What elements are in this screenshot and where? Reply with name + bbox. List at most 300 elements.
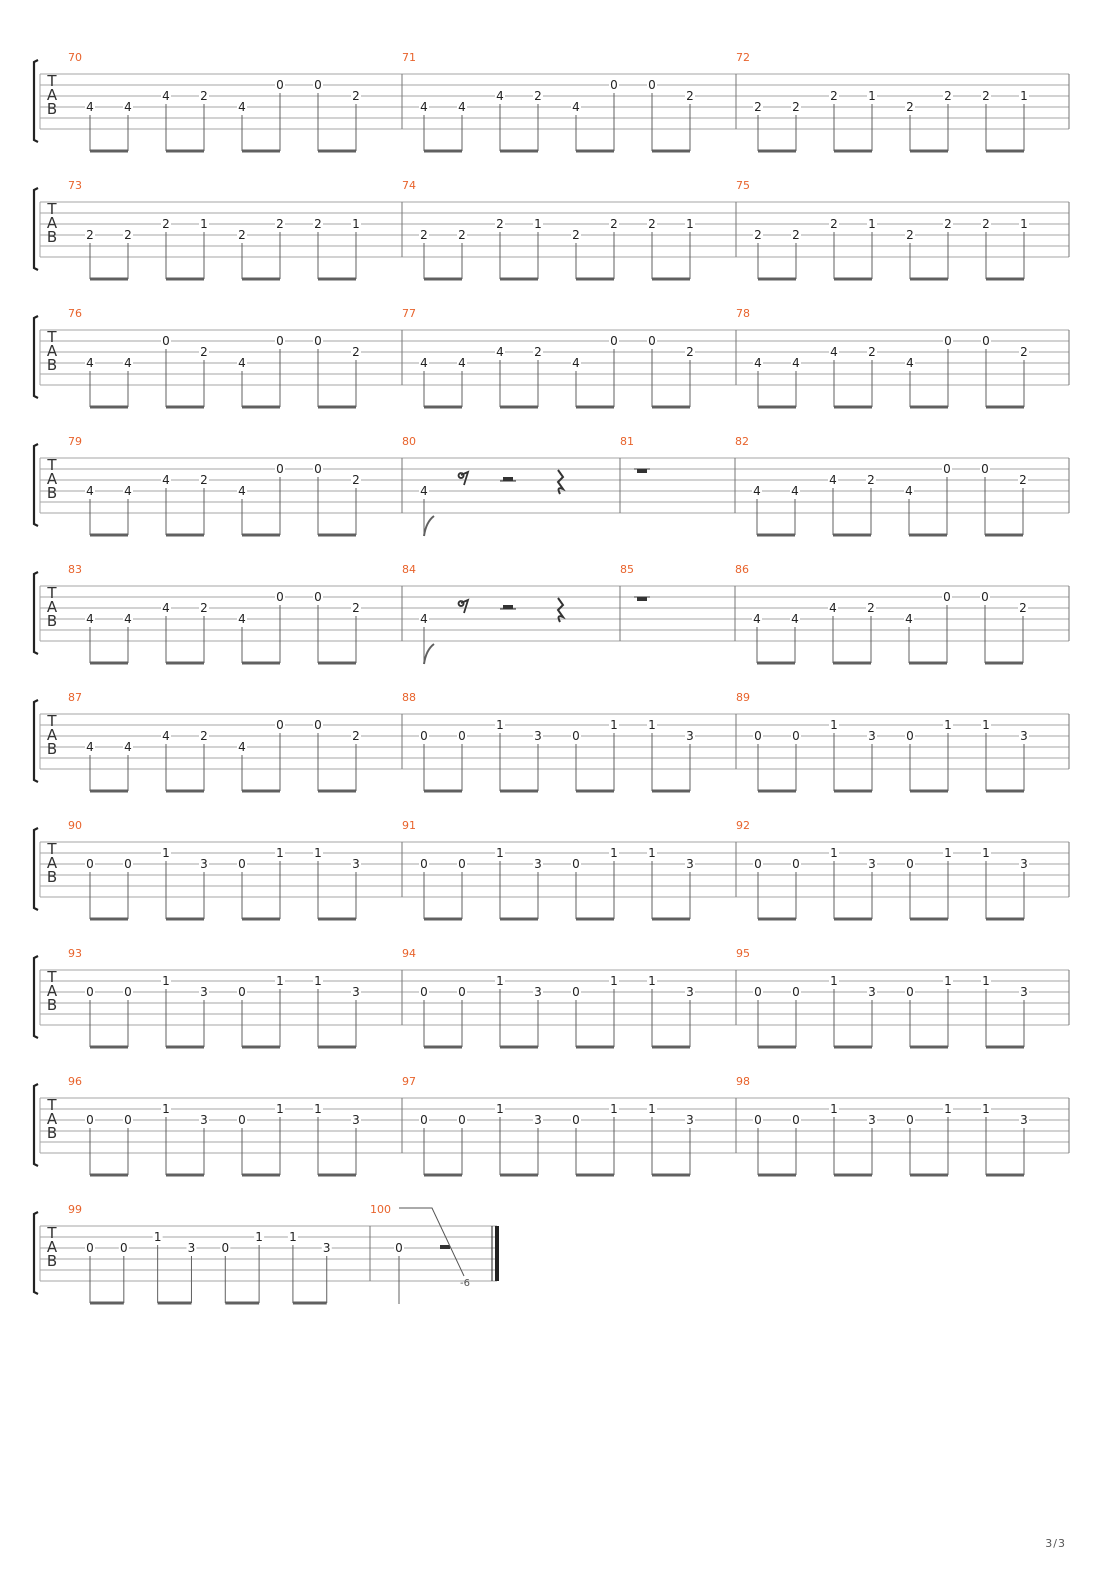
fret-number: 0 [395,1241,403,1255]
fret-number: 1 [610,1102,618,1116]
fret-number: 2 [906,100,914,114]
fret-number: 0 [238,1113,246,1127]
tab-clef-letter: A [46,598,58,616]
fret-number: 0 [86,1113,94,1127]
fret-number: 2 [1020,345,1028,359]
measure-number: 78 [736,307,750,320]
fret-number: 1 [610,846,618,860]
measure [736,51,1069,151]
eighth-flag-icon [424,644,434,664]
fret-number: 2 [868,345,876,359]
fret-number: 0 [572,985,580,999]
fret-number: 4 [753,484,761,498]
measure-number: 72 [736,51,750,64]
fret-number: 2 [610,217,618,231]
tab-clef-letter: T [47,968,57,986]
fret-number: 4 [162,601,170,615]
measure [736,307,1069,407]
fret-number: 1 [830,1102,838,1116]
fret-number: 0 [648,334,656,348]
bend-arrow-icon [399,1208,464,1276]
fret-number: 0 [86,985,94,999]
measure [402,307,736,407]
fret-number: 4 [162,473,170,487]
whole-rest-icon [637,597,647,601]
fret-number: 0 [906,857,914,871]
measure [402,819,736,919]
measure [402,563,620,664]
fret-number: 4 [124,100,132,114]
fret-number: 4 [791,484,799,498]
fret-number: 4 [238,612,246,626]
measure [402,435,620,536]
fret-number: 3 [200,857,208,871]
fret-number: 0 [86,1241,94,1255]
fret-number: 0 [162,334,170,348]
fret-number: 2 [982,217,990,231]
fret-number: 1 [944,718,952,732]
fret-number: 1 [868,89,876,103]
fret-number: 0 [124,1113,132,1127]
measure [402,691,736,791]
system-bracket [34,444,38,526]
fret-number: 4 [124,484,132,498]
fret-number: 1 [982,1102,990,1116]
fret-number: 1 [982,974,990,988]
measure-number: 85 [620,563,634,576]
fret-number: 1 [496,846,504,860]
fret-number: 2 [830,217,838,231]
fret-number: 4 [86,612,94,626]
measure [68,563,402,663]
fret-number: 2 [648,217,656,231]
measure-number: 73 [68,179,82,192]
fret-number: 4 [420,612,428,626]
fret-number: 0 [458,985,466,999]
fret-number: 3 [868,1113,876,1127]
fret-number: 4 [905,484,913,498]
fret-number: 0 [420,1113,428,1127]
measure-number: 75 [736,179,750,192]
fret-number: 1 [314,1102,322,1116]
tab-clef-letter: T [47,328,57,346]
fret-number: 0 [610,334,618,348]
measure [68,947,402,1047]
half-rest-icon [440,1245,450,1249]
fret-number: 1 [648,718,656,732]
fret-number: 0 [314,590,322,604]
half-rest-icon [503,605,513,609]
fret-number: 0 [314,78,322,92]
fret-number: 0 [124,985,132,999]
measure-number: 98 [736,1075,750,1088]
fret-number: 1 [276,846,284,860]
measure-number: 87 [68,691,82,704]
measure [620,435,735,513]
fret-number: 4 [753,612,761,626]
tab-clef-letter: B [46,996,58,1014]
fret-number: 3 [868,729,876,743]
tab-clef-letter: A [46,982,58,1000]
system-bracket [34,828,38,910]
tab-system [34,179,1069,279]
fret-number: 2 [352,345,360,359]
measure [736,691,1069,791]
system-bracket [34,700,38,782]
measure [68,435,402,535]
fret-number: 4 [238,356,246,370]
fret-number: 1 [276,974,284,988]
fret-number: 4 [829,473,837,487]
fret-number: 3 [534,857,542,871]
fret-number: 4 [792,356,800,370]
fret-number: 4 [496,89,504,103]
fret-number: 0 [221,1241,230,1255]
tab-clef-letter: B [46,868,58,886]
measure-number: 99 [68,1203,82,1216]
tab-clef-letter: A [46,342,58,360]
fret-number: 2 [534,345,542,359]
measure-number: 90 [68,819,82,832]
fret-number: 1 [610,718,618,732]
fret-number: 0 [420,857,428,871]
fret-number: 1 [289,1230,297,1244]
fret-number: 4 [124,356,132,370]
tab-system [34,307,1069,407]
measure [736,947,1069,1047]
fret-number: 0 [86,857,94,871]
fret-number: 4 [238,100,246,114]
fret-number: 2 [867,473,875,487]
fret-number: 0 [119,1241,128,1255]
fret-number: 0 [944,334,952,348]
fret-number: 2 [572,228,580,242]
tab-clef-letter: A [46,86,58,104]
fret-number: 1 [648,974,656,988]
fret-number: 4 [238,740,246,754]
fret-number: 1 [982,846,990,860]
fret-number: 0 [943,462,951,476]
fret-number: 3 [686,857,694,871]
fret-number: 3 [1020,857,1028,871]
fret-number: 2 [200,473,208,487]
fret-number: 0 [572,857,580,871]
tab-system [34,691,1069,791]
measure-number: 91 [402,819,416,832]
measure [68,51,402,151]
fret-number: 2 [867,601,875,615]
fret-number: 1 [830,974,838,988]
fret-number: 1 [944,1102,952,1116]
tab-clef-letter: B [46,612,58,630]
measure-number: 92 [736,819,750,832]
measure-number: 94 [402,947,416,960]
fret-number: 4 [420,356,428,370]
fret-number: 2 [124,228,132,242]
fret-number: 0 [982,334,990,348]
system-bracket [34,188,38,270]
fret-number: 2 [276,217,284,231]
tab-clef-letter: B [46,228,58,246]
fret-number: 2 [352,601,360,615]
system-bracket [34,956,38,1038]
fret-number: 0 [572,729,580,743]
system-bracket [34,1212,38,1294]
fret-number: 2 [686,89,694,103]
measure-number: 71 [402,51,416,64]
fret-number: 4 [572,356,580,370]
measure [736,819,1069,919]
fret-number: 0 [458,1113,466,1127]
fret-number: 3 [352,1113,360,1127]
fret-number: 1 [162,846,170,860]
measure-number: 88 [402,691,416,704]
tab-system [34,1203,497,1304]
fret-number: 1 [982,718,990,732]
fret-number: 4 [496,345,504,359]
fret-number: 0 [124,857,132,871]
fret-number: 4 [238,484,246,498]
fret-number: 4 [86,740,94,754]
fret-number: 4 [791,612,799,626]
measure-number: 96 [68,1075,82,1088]
tab-clef-letter: B [46,100,58,118]
fret-number: 2 [754,100,762,114]
measure [68,1075,402,1175]
measure-number: 79 [68,435,82,448]
measure [402,51,736,151]
fret-number: 0 [792,857,800,871]
system-bracket [34,316,38,398]
fret-number: 3 [534,729,542,743]
tab-clef-letter: T [47,712,57,730]
fret-number: 2 [200,345,208,359]
fret-number: 1 [352,217,360,231]
fret-number: 4 [906,356,914,370]
fret-number: 0 [238,857,246,871]
fret-number: 2 [944,89,952,103]
fret-number: 3 [686,985,694,999]
quarter-rest-icon [558,598,563,622]
fret-number: 0 [314,334,322,348]
quarter-rest-icon [558,470,563,494]
fret-number: 1 [830,718,838,732]
fret-number: 0 [314,718,322,732]
fret-number: 0 [648,78,656,92]
fret-number: 0 [754,729,762,743]
fret-number: 2 [200,89,208,103]
fret-number: 4 [86,484,94,498]
fret-number: 3 [534,985,542,999]
fret-number: 1 [276,1102,284,1116]
measure-number: 80 [402,435,416,448]
tab-system [34,51,1069,151]
tab-clef-letter: T [47,200,57,218]
fret-number: 0 [238,985,246,999]
tab-clef-letter: A [46,726,58,744]
fret-number: 0 [276,78,284,92]
measure [68,691,402,791]
fret-number: 1 [868,217,876,231]
fret-number: 0 [943,590,951,604]
fret-number: 4 [754,356,762,370]
fret-number: 1 [830,846,838,860]
fret-number: 2 [238,228,246,242]
tab-system [34,819,1069,919]
tab-system [34,947,1069,1047]
fret-number: 1 [162,1102,170,1116]
fret-number: 0 [458,729,466,743]
tab-clef-letter: B [46,484,58,502]
fret-number: 3 [868,857,876,871]
fret-number: 0 [754,1113,762,1127]
fret-number: 3 [352,985,360,999]
measure-number: 93 [68,947,82,960]
fret-number: 0 [981,590,989,604]
measure-number: 89 [736,691,750,704]
fret-number: 0 [610,78,618,92]
fret-number: 0 [754,857,762,871]
fret-number: 2 [352,473,360,487]
tab-clef-letter: B [46,1252,58,1270]
bend-label: -6 [460,1278,470,1289]
fret-number: 0 [458,857,466,871]
fret-number: 2 [496,217,504,231]
fret-number: 4 [572,100,580,114]
tab-clef-letter: A [46,470,58,488]
tab-clef-letter: A [46,1238,58,1256]
tab-clef-letter: A [46,214,58,232]
fret-number: 1 [1020,217,1028,231]
measure-number: 82 [735,435,749,448]
fret-number: 2 [792,100,800,114]
fret-number: 1 [648,1102,656,1116]
fret-number: 1 [648,846,656,860]
fret-number: 1 [153,1230,162,1244]
measure [402,947,736,1047]
measure [68,179,402,279]
fret-number: 1 [496,1102,504,1116]
tab-clef-letter: A [46,854,58,872]
fret-number: 3 [686,729,694,743]
fret-number: 3 [200,985,208,999]
tab-clef-letter: B [46,356,58,374]
fret-number: 1 [314,974,322,988]
fret-number: 3 [534,1113,542,1127]
measure [736,179,1069,279]
eighth-rest-icon [459,600,468,613]
measure-number: 70 [68,51,82,64]
fret-number: 3 [1020,729,1028,743]
fret-number: 1 [610,974,618,988]
fret-number: 0 [981,462,989,476]
tab-clef-letter: T [47,1224,57,1242]
tab-clef-letter: A [46,1110,58,1128]
measure [736,1075,1069,1175]
fret-number: 0 [276,334,284,348]
fret-number: 3 [187,1241,196,1255]
fret-number: 4 [830,345,838,359]
fret-number: 0 [792,985,800,999]
fret-number: 2 [906,228,914,242]
tab-system [34,1075,1069,1175]
fret-number: 0 [792,1113,800,1127]
tab-clef-letter: B [46,1124,58,1142]
fret-number: 2 [200,601,208,615]
fret-number: 0 [276,590,284,604]
fret-number: 0 [276,462,284,476]
fret-number: 4 [905,612,913,626]
fret-number: 2 [1019,601,1027,615]
measure-number: 76 [68,307,82,320]
fret-number: 2 [86,228,94,242]
fret-number: 1 [686,217,694,231]
fret-number: 0 [792,729,800,743]
eighth-rest-icon [459,472,468,485]
fret-number: 2 [830,89,838,103]
measure-number: 95 [736,947,750,960]
fret-number: 0 [420,729,428,743]
fret-number: 1 [162,974,170,988]
fret-number: 2 [686,345,694,359]
system-bracket [34,572,38,654]
fret-number: 2 [352,729,360,743]
tab-clef-letter: T [47,840,57,858]
fret-number: 0 [276,718,284,732]
half-rest-icon [503,477,513,481]
fret-number: 0 [314,462,322,476]
fret-number: 0 [906,985,914,999]
measure-number: 74 [402,179,416,192]
tab-clef-letter: B [46,740,58,758]
fret-number: 2 [944,217,952,231]
fret-number: 1 [200,217,208,231]
fret-number: 4 [124,612,132,626]
fret-number: 0 [906,729,914,743]
fret-number: 4 [420,100,428,114]
fret-number: 4 [829,601,837,615]
fret-number: 2 [534,89,542,103]
measure-number: 97 [402,1075,416,1088]
measure [68,307,402,407]
measure-number: 83 [68,563,82,576]
tab-system [34,435,1069,536]
fret-number: 4 [458,356,466,370]
eighth-flag-icon [424,516,434,536]
fret-number: 2 [162,217,170,231]
fret-number: 0 [906,1113,914,1127]
fret-number: 2 [982,89,990,103]
measure-number: 77 [402,307,416,320]
tab-clef-letter: T [47,72,57,90]
fret-number: 4 [124,740,132,754]
fret-number: 3 [200,1113,208,1127]
fret-number: 3 [1020,1113,1028,1127]
fret-number: 1 [314,846,322,860]
measure [735,563,1069,663]
fret-number: 0 [420,985,428,999]
fret-number: 4 [86,356,94,370]
measure [620,563,735,641]
fret-number: 4 [162,729,170,743]
fret-number: 2 [792,228,800,242]
fret-number: 1 [496,974,504,988]
tab-clef-letter: T [47,1096,57,1114]
fret-number: 2 [458,228,466,242]
measure-number: 86 [735,563,749,576]
fret-number: 2 [1019,473,1027,487]
fret-number: 3 [868,985,876,999]
